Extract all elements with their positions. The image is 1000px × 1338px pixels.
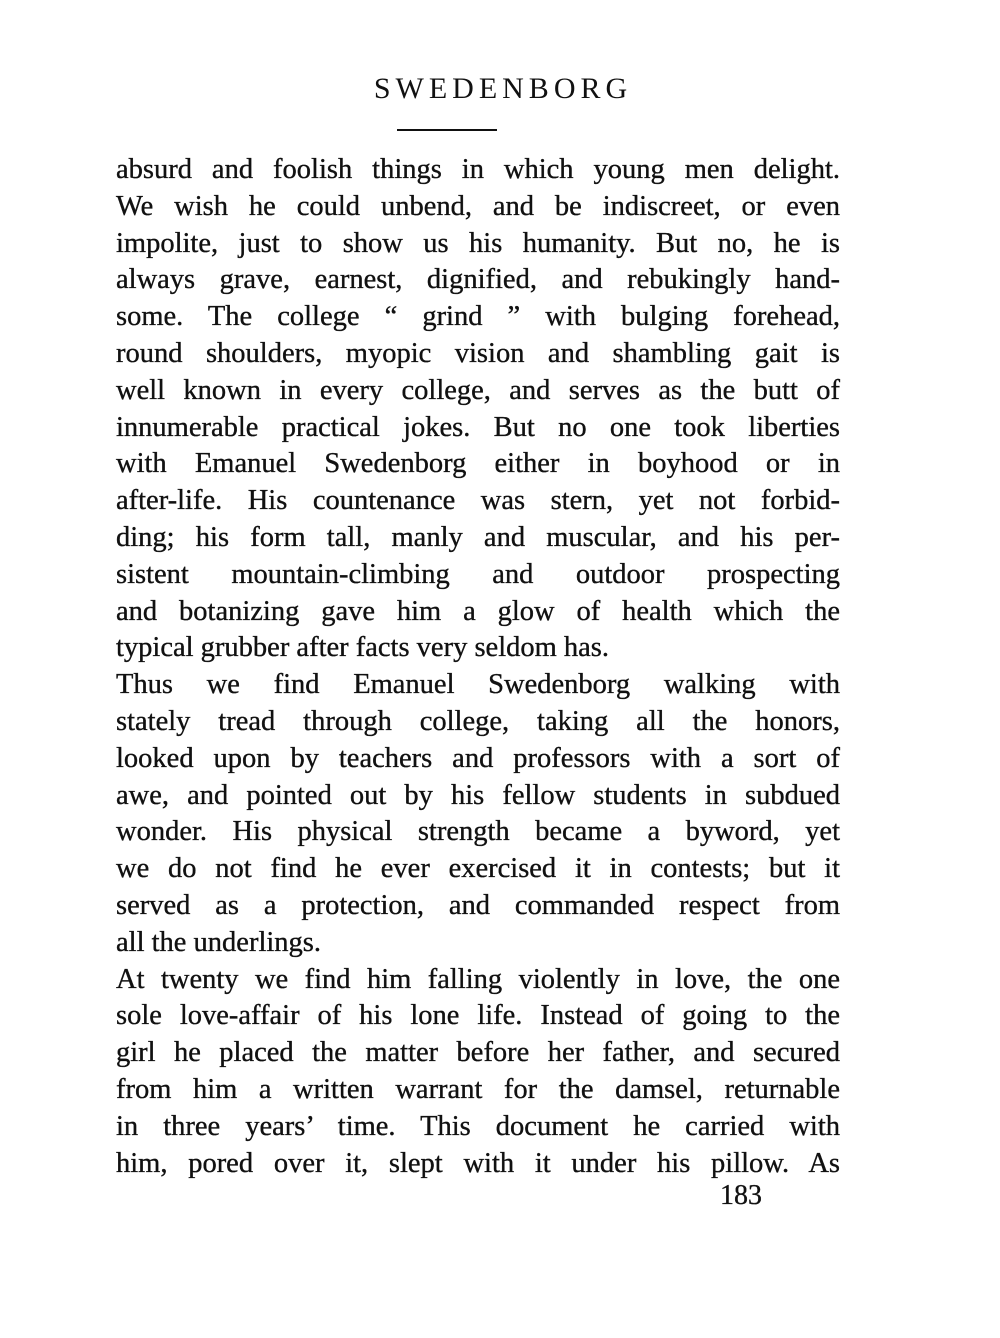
text-line: well known in every college, and serves as the butt of bbox=[116, 374, 840, 406]
page-number: 183 bbox=[720, 1180, 762, 1211]
text-line: we do not find he ever exercised it in contests; but it bbox=[116, 853, 840, 885]
text-line: innumerable practical jokes. But no one took liberties bbox=[116, 411, 840, 443]
text-line: absurd and foolish things in which young men delight. bbox=[116, 154, 840, 185]
text-line: some. The college “ grind ” with bulging forehead, bbox=[116, 301, 840, 333]
text-line: impolite, just to show us his humanity. But no, he is bbox=[116, 227, 840, 259]
text-line: always grave, earnest, dignified, and rebukingly hand- bbox=[116, 264, 840, 296]
text-line: At twenty we find him falling violently in love, the one bbox=[116, 963, 840, 995]
header-rule bbox=[397, 129, 497, 131]
text-line: sistent mountain-climbing and outdoor prospecting bbox=[116, 558, 840, 590]
text-line: stately tread through college, taking all the honors, bbox=[116, 705, 840, 737]
text-line: all the underlings. bbox=[116, 926, 321, 958]
text-line: with Emanuel Swedenborg either in boyhood or in bbox=[116, 448, 840, 480]
text-line: wonder. His physical strength became a byword, yet bbox=[116, 816, 840, 848]
text-line: Thus we find Emanuel Swedenborg walking with bbox=[116, 669, 840, 701]
text-line: from him a written warrant for the damsel, returnable bbox=[116, 1073, 840, 1105]
text-line: and botanizing gave him a glow of health which the bbox=[116, 595, 840, 627]
text-line: typical grubber after facts very seldom has. bbox=[116, 632, 610, 664]
text-line: awe, and pointed out by his fellow students in subdued bbox=[116, 779, 840, 811]
text-line: in three years’ time. This document he carried with bbox=[116, 1110, 840, 1142]
text-line: looked upon by teachers and professors with a sort of bbox=[116, 742, 840, 774]
text-line: round shoulders, myopic vision and shambling gait is bbox=[116, 337, 840, 369]
text-line: him, pored over it, slept with it under his pillow. As bbox=[116, 1147, 840, 1179]
text-line: We wish he could unbend, and be indiscreet, or even bbox=[116, 190, 840, 222]
text-line: after-life. His countenance was stern, yet not forbid- bbox=[116, 485, 840, 517]
body-text bbox=[116, 152, 840, 1182]
text-line: served as a protection, and commanded respect from bbox=[116, 889, 840, 921]
text-line: girl he placed the matter before her father, and secured bbox=[116, 1037, 840, 1069]
running-head: SWEDENBORG bbox=[373, 72, 633, 105]
text-line: ding; his form tall, manly and muscular, and his per- bbox=[116, 521, 840, 553]
text-line: sole love-affair of his lone life. Instead of going to the bbox=[116, 1000, 840, 1032]
